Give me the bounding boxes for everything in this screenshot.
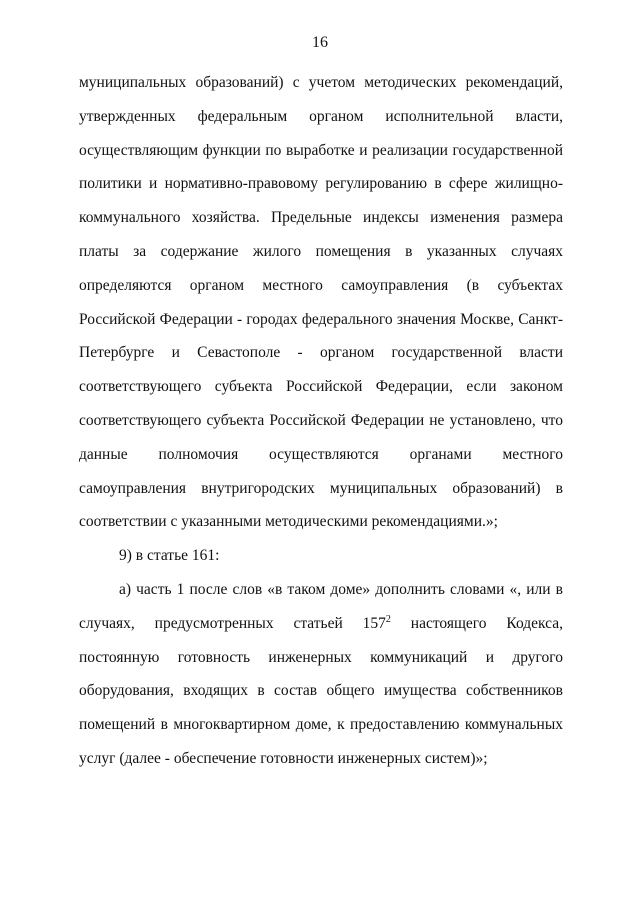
page-number: 16 bbox=[312, 34, 328, 51]
subitem-a-text-end: настоящего Кодекса, постоянную готовность инженерных коммуникаций и другого оборудования, входящих в состав общего имущества собственников помещений в многоквартирном доме, к предоставлению коммунальных услуг (далее - обеспечение готовности инженерных систем)»; bbox=[79, 614, 563, 767]
subitem-a-text-start: а) часть 1 после слов «в таком доме» дополнить словами «, или в случаях, предусмотренных статьей 157 bbox=[79, 580, 563, 632]
article-superscript: 2 bbox=[385, 613, 391, 625]
paragraph-item-9: 9) в статье 161: bbox=[119, 547, 220, 565]
document-body bbox=[79, 66, 563, 776]
paragraph-subitem-a bbox=[79, 573, 563, 776]
paragraph-continuation: муниципальных образований) с учетом методических рекомендаций, утвержденных федеральным органом исполнительной власти, осуществляющим функции по выработке и реализации государственной политики и нормативно-правовому регулированию в сфере жилищно-коммунального хозяйства. Предельные индексы изменения размера платы за содержание жилого помещения в указанных случаях определяются органом местного самоуправления (в субъектах Российской Федерации - городах федерального значения Москве, Санкт-Петербурге и Севастополе - органом государственной власти соответствующего субъекта Российской Федерации, если законом соответствующего субъекта Российской Федерации не установлено, что данные полномочия осуществляются органами местного самоуправления внутригородских муниципальных образований) в соответствии с указанными методическими рекомендациями.»; bbox=[79, 74, 563, 531]
